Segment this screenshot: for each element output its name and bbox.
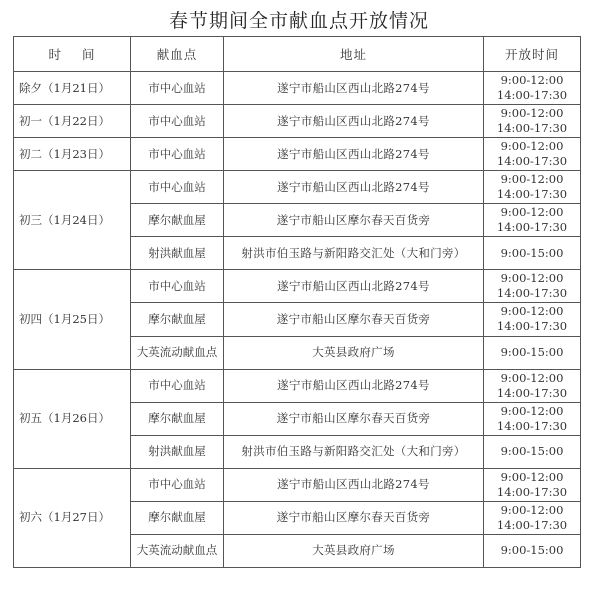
hours-cell <box>484 72 581 105</box>
site-cell: 市中心血站 <box>131 138 224 171</box>
hours-line: 14:00-17:30 <box>496 154 568 169</box>
hours-cell <box>484 105 581 138</box>
site-cell: 摩尔献血屋 <box>131 204 224 237</box>
hours-line: 9:00-12:00 <box>500 271 564 286</box>
hours-cell <box>484 171 581 204</box>
address-cell: 遂宁市船山区西山北路274号 <box>224 369 484 402</box>
date-cell: 初五（1月26日） <box>14 369 131 468</box>
hours-line: 9:00-15:00 <box>500 543 564 558</box>
date-cell: 初二（1月23日） <box>14 138 131 171</box>
hours-cell <box>484 468 581 501</box>
table-header-row <box>14 37 581 72</box>
hours-line: 14:00-17:30 <box>496 484 568 499</box>
address-cell: 射洪市伯玉路与新阳路交汇处（大和门旁） <box>224 237 484 270</box>
site-cell: 市中心血站 <box>131 105 224 138</box>
hours-cell <box>484 138 581 171</box>
address-cell: 射洪市伯玉路与新阳路交汇处（大和门旁） <box>224 435 484 468</box>
hours-line: 14:00-17:30 <box>496 187 568 202</box>
table-row <box>14 468 581 501</box>
site-cell: 市中心血站 <box>131 468 224 501</box>
header-hours: 开放时间 <box>484 37 581 72</box>
hours-line: 9:00-12:00 <box>500 73 564 88</box>
site-cell: 射洪献血屋 <box>131 237 224 270</box>
hours-line: 9:00-12:00 <box>500 139 564 154</box>
address-cell: 遂宁市船山区西山北路274号 <box>224 138 484 171</box>
table-row <box>14 369 581 402</box>
hours-line: 14:00-17:30 <box>496 517 568 532</box>
hours-cell <box>484 204 581 237</box>
address-cell: 大英县政府广场 <box>224 336 484 369</box>
hours-line: 9:00-12:00 <box>500 304 564 319</box>
hours-cell <box>484 501 581 534</box>
hours-cell <box>484 270 581 303</box>
table-row <box>14 270 581 303</box>
hours-line: 9:00-15:00 <box>500 444 564 459</box>
site-cell: 摩尔献血屋 <box>131 501 224 534</box>
hours-line: 9:00-12:00 <box>500 205 564 220</box>
hours-cell <box>484 435 581 468</box>
site-cell: 大英流动献血点 <box>131 336 224 369</box>
address-cell: 遂宁市船山区摩尔春天百货旁 <box>224 501 484 534</box>
address-cell: 大英县政府广场 <box>224 534 484 567</box>
hours-line: 9:00-12:00 <box>500 502 564 517</box>
page-title: 春节期间全市献血点开放情况 <box>168 10 429 32</box>
blood-donation-schedule-table <box>13 36 581 568</box>
date-cell: 初三（1月24日） <box>14 171 131 270</box>
hours-cell <box>484 237 581 270</box>
address-cell: 遂宁市船山区摩尔春天百货旁 <box>224 402 484 435</box>
hours-line: 9:00-12:00 <box>500 469 564 484</box>
hours-line: 14:00-17:30 <box>496 220 568 235</box>
header-site: 献血点 <box>131 37 224 72</box>
hours-cell <box>484 369 581 402</box>
header-time: 时 间 <box>14 37 131 72</box>
address-cell: 遂宁市船山区摩尔春天百货旁 <box>224 303 484 336</box>
address-cell: 遂宁市船山区西山北路274号 <box>224 171 484 204</box>
hours-line: 9:00-12:00 <box>500 403 564 418</box>
hours-cell <box>484 336 581 369</box>
table-row <box>14 105 581 138</box>
header-address: 地址 <box>224 37 484 72</box>
hours-line: 14:00-17:30 <box>496 319 568 334</box>
site-cell: 市中心血站 <box>131 72 224 105</box>
table-row <box>14 171 581 204</box>
date-cell: 除夕（1月21日） <box>14 72 131 105</box>
site-cell: 市中心血站 <box>131 270 224 303</box>
table-row <box>14 72 581 105</box>
address-cell: 遂宁市船山区西山北路274号 <box>224 72 484 105</box>
date-cell: 初一（1月22日） <box>14 105 131 138</box>
date-cell: 初六（1月27日） <box>14 468 131 567</box>
address-cell: 遂宁市船山区西山北路274号 <box>224 468 484 501</box>
hours-line: 14:00-17:30 <box>496 385 568 400</box>
site-cell: 摩尔献血屋 <box>131 402 224 435</box>
hours-line: 9:00-15:00 <box>500 345 564 360</box>
hours-line: 14:00-17:30 <box>496 121 568 136</box>
hours-line: 14:00-17:30 <box>496 286 568 301</box>
table-body <box>14 72 581 568</box>
hours-cell <box>484 402 581 435</box>
site-cell: 摩尔献血屋 <box>131 303 224 336</box>
table-row <box>14 138 581 171</box>
address-cell: 遂宁市船山区西山北路274号 <box>224 270 484 303</box>
address-cell: 遂宁市船山区西山北路274号 <box>224 105 484 138</box>
date-cell: 初四（1月25日） <box>14 270 131 369</box>
hours-cell <box>484 303 581 336</box>
site-cell: 射洪献血屋 <box>131 435 224 468</box>
hours-line: 9:00-12:00 <box>500 370 564 385</box>
hours-line: 9:00-15:00 <box>500 245 564 260</box>
hours-cell <box>484 534 581 567</box>
hours-line: 9:00-12:00 <box>500 106 564 121</box>
hours-line: 14:00-17:30 <box>496 88 568 103</box>
site-cell: 市中心血站 <box>131 171 224 204</box>
site-cell: 市中心血站 <box>131 369 224 402</box>
site-cell: 大英流动献血点 <box>131 534 224 567</box>
hours-line: 14:00-17:30 <box>496 418 568 433</box>
hours-line: 9:00-12:00 <box>500 172 564 187</box>
address-cell: 遂宁市船山区摩尔春天百货旁 <box>224 204 484 237</box>
